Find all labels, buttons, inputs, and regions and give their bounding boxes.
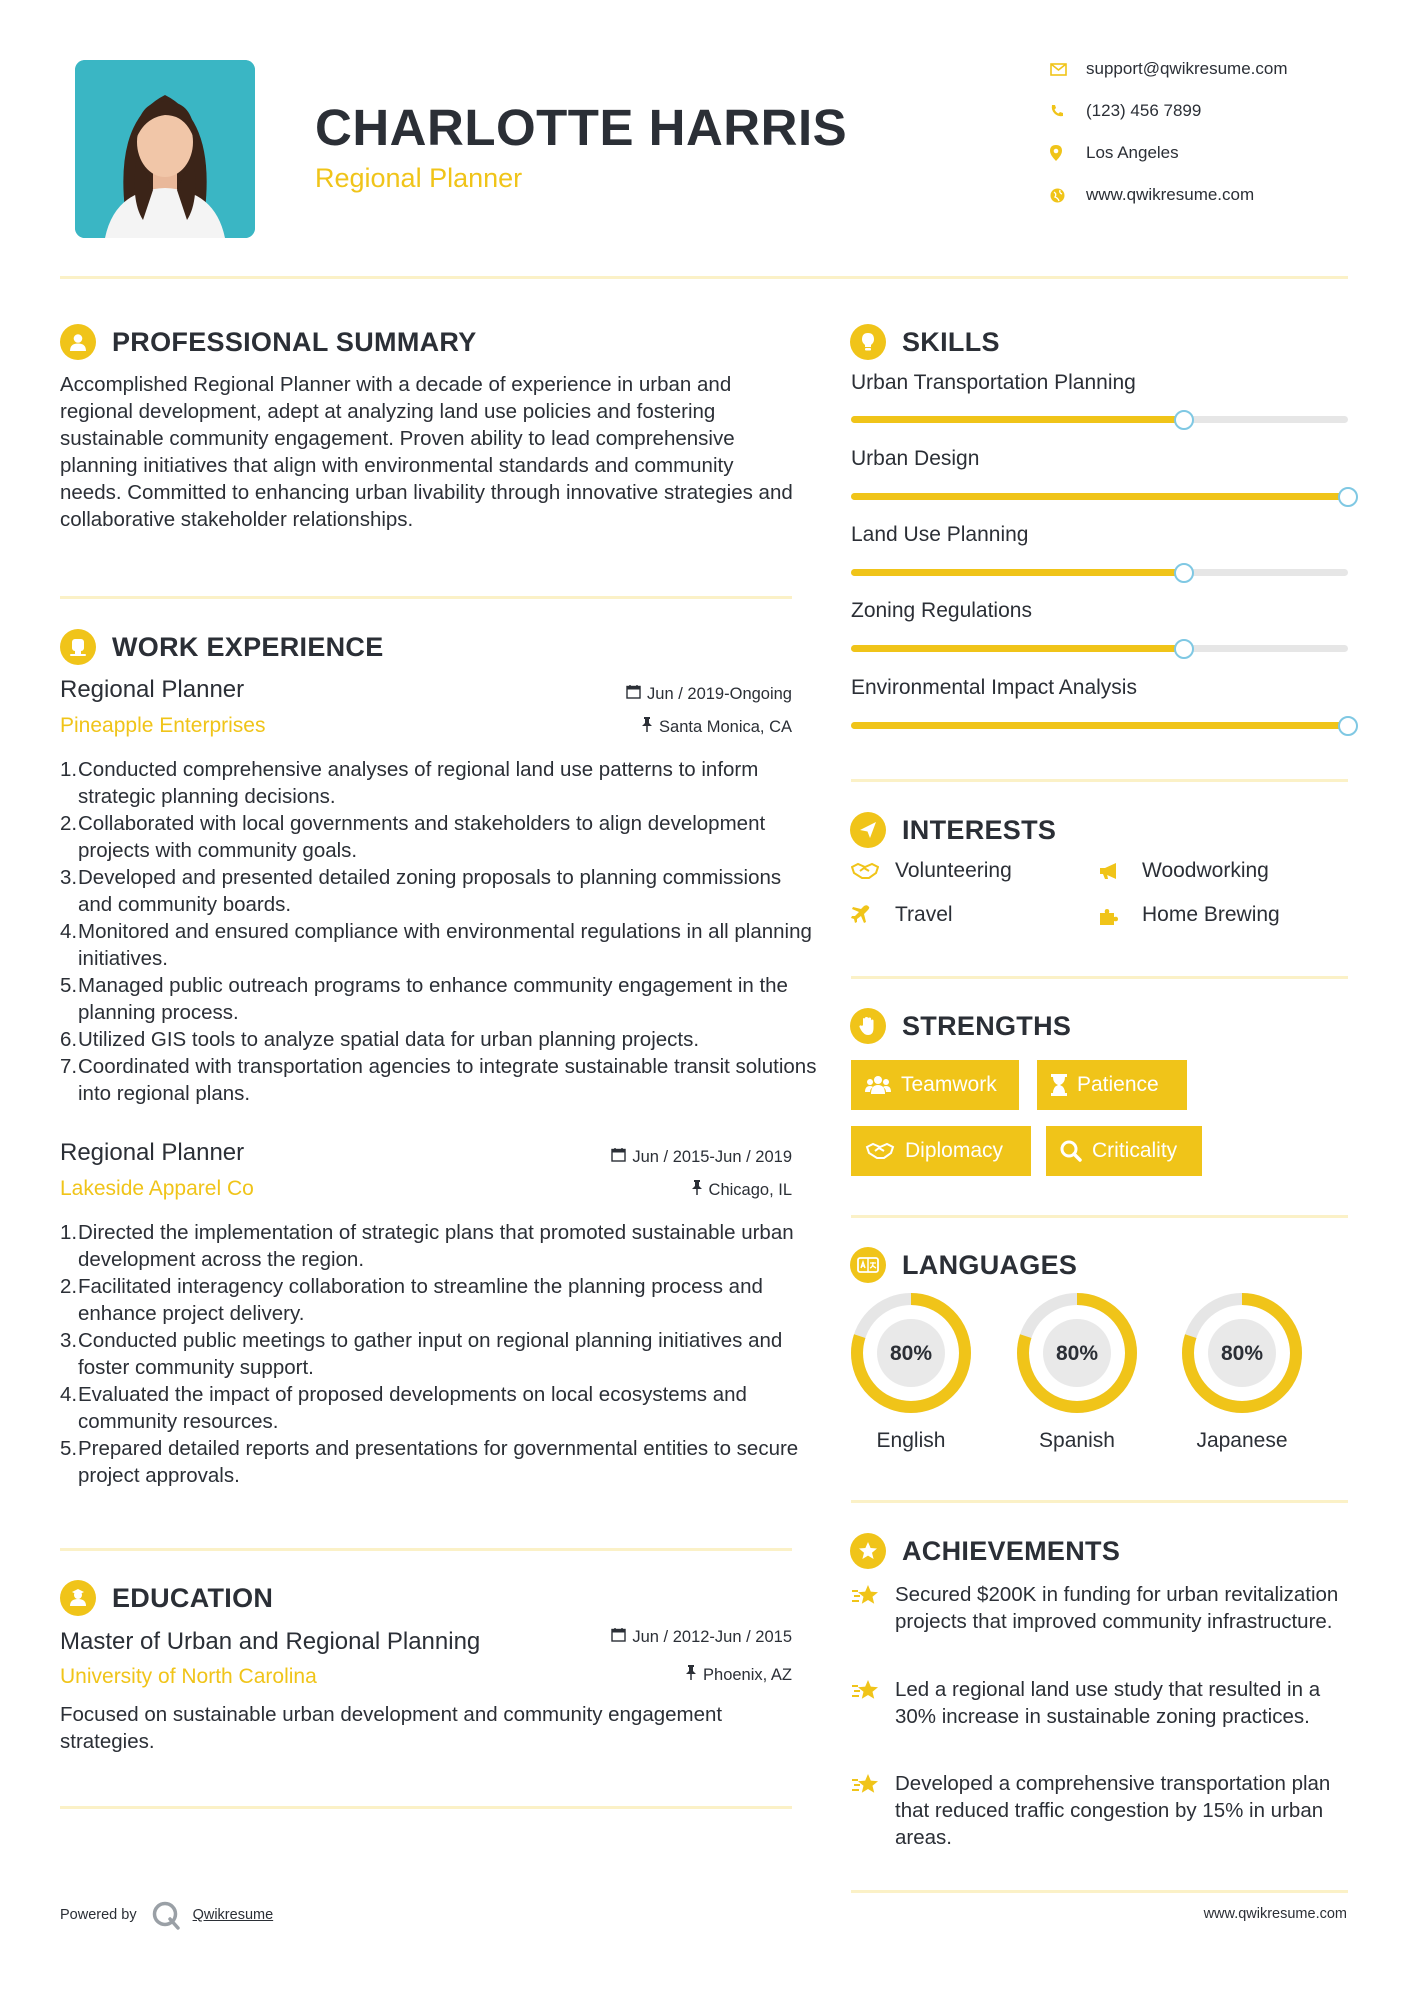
star-icon [851,1676,895,1730]
pushpin-icon [641,717,653,737]
languages-heading [850,1247,1077,1283]
interest-label: Home Brewing [1142,903,1280,926]
strength-label: Diplomacy [905,1139,1004,1162]
list-item: Prepared detailed reports and presentations for governmental entities to secure project approvals. [78,1437,799,1487]
portrait-illustration [75,60,255,238]
summary-heading [60,324,477,360]
summary-divider [60,596,792,599]
strength-badge [1046,1126,1202,1176]
calendar-icon [611,1627,626,1647]
list-item: Monitored and ensured compliance with environmental regulations in all planning initiatives. [78,920,812,970]
job-1-location-text: Santa Monica, CA [659,717,792,736]
globe-icon [1050,188,1086,203]
star-icon [851,1581,895,1635]
interests-heading [850,812,1056,848]
skill-bar-handle [1338,487,1358,507]
contact-phone[interactable] [1050,96,1201,126]
skills-divider [851,779,1348,782]
achievement-item [851,1581,1348,1635]
pushpin-icon [691,1180,703,1200]
achievement-text: Led a regional land use study that resulted in a 30% increase in sustainable zoning practices. [895,1678,1321,1728]
skill-name: Environmental Impact Analysis [851,676,1137,699]
phone-icon [1050,104,1086,118]
interest-item [1098,903,1280,927]
calendar-icon [626,684,641,704]
graduation-icon [60,1580,96,1616]
contact-phone-text: (123) 456 7899 [1086,101,1202,120]
list-item: Conducted public meetings to gather input on regional planning initiatives and foster community support. [78,1329,783,1379]
handshake-icon [851,862,895,880]
hourglass-icon [1051,1074,1067,1096]
qwikresume-link[interactable]: Qwikresume [192,1907,274,1923]
skills-title: SKILLS [902,326,1000,357]
achievement-item [851,1676,1348,1730]
skill-bar-fill [851,416,1184,423]
contact-email-text: support@qwikresume.com [1086,59,1288,78]
map-pin-icon [1050,145,1086,161]
skill-name: Land Use Planning [851,523,1029,546]
profile-photo [75,60,255,238]
contact-location [1050,138,1179,168]
job-1-company: Pineapple Enterprises [60,714,266,737]
envelope-icon [1050,63,1086,76]
education-title: EDUCATION [112,1582,274,1613]
contact-website-text: www.qwikresume.com [1086,185,1255,204]
language-donut-chart [1015,1291,1139,1415]
work-title: WORK EXPERIENCE [112,631,384,662]
strength-badge [851,1126,1031,1176]
job-1-date [500,684,792,704]
education-divider [60,1806,792,1809]
skill-name: Urban Transportation Planning [851,371,1136,394]
summary-title: PROFESSIONAL SUMMARY [112,326,477,357]
job-2-date-text: Jun / 2015-Jun / 2019 [632,1147,792,1166]
candidate-name: CHARLOTTE HARRIS [315,99,848,156]
achievement-text: Secured $200K in funding for urban revitalization projects that improved community infrastructure. [895,1583,1339,1633]
star-icon [850,1533,886,1569]
list-item: Managed public outreach programs to enhance community engagement in the planning process. [78,974,788,1024]
achievement-item [851,1770,1348,1851]
pushpin-icon [685,1665,697,1685]
lightbulb-icon [850,324,886,360]
plane-icon [851,905,895,925]
skill-bar-fill [851,569,1184,576]
education-degree: Master of Urban and Regional Planning [60,1628,481,1655]
list-item: Collaborated with local governments and stakeholders to align development projects with community goals. [78,812,766,862]
puzzle-icon [1098,905,1142,925]
languages-title: LANGUAGES [902,1249,1078,1280]
education-location-text: Phoenix, AZ [703,1665,792,1684]
skill-name: Urban Design [851,447,980,470]
handshake-icon [865,1142,895,1160]
language-donut [1015,1291,1139,1420]
language-donut-chart [1180,1291,1304,1415]
briefcase-icon [60,629,96,665]
job-2-company: Lakeside Apparel Co [60,1177,254,1200]
interest-item [1098,859,1269,883]
job-2-title: Regional Planner [60,1139,245,1166]
job-2-duties [60,1219,818,1489]
search-icon [1060,1140,1082,1162]
calendar-icon [611,1147,626,1167]
language-name: English [876,1429,946,1452]
header-divider [60,276,1348,279]
donut-label: 80% [1220,1342,1264,1365]
interest-label: Travel [895,903,953,926]
strengths-heading [850,1008,1071,1044]
interests-title: INTERESTS [902,814,1057,845]
job-1-location [500,717,792,737]
hand-icon [850,1008,886,1044]
job-2-location [500,1180,792,1200]
job-1-date-text: Jun / 2019-Ongoing [647,684,792,703]
skill-bar [851,416,1348,423]
work-heading [60,629,384,665]
job-2-location-text: Chicago, IL [708,1180,792,1199]
powered-by-text: Powered by [60,1907,137,1923]
language-name: Japanese [1196,1429,1288,1452]
star-icon [851,1770,895,1851]
interest-item [851,903,953,927]
strength-label: Patience [1077,1073,1159,1096]
strength-label: Teamwork [901,1073,997,1096]
donut-label: 80% [1055,1342,1099,1365]
job-2-date [500,1147,792,1167]
education-date [500,1627,792,1647]
skill-bar-fill [851,722,1348,729]
skill-bar-handle [1174,563,1194,583]
skill-bar [851,645,1348,652]
users-icon [865,1075,891,1095]
languages-divider [851,1500,1348,1503]
skill-bar-handle [1338,716,1358,736]
list-item: Directed the implementation of strategic plans that promoted sustainable urban development across the region. [78,1221,794,1271]
achievement-text: Developed a comprehensive transportation plan that reduced traffic congestion by 15% in urban areas. [895,1772,1331,1849]
footer-powered-by [60,1900,273,1930]
language-donut [849,1291,973,1420]
list-item: Conducted comprehensive analyses of regional land use patterns to inform strategic planning decisions. [78,758,759,808]
interests-divider [851,976,1348,979]
skill-bar-handle [1174,639,1194,659]
skill-bar [851,569,1348,576]
skill-name: Zoning Regulations [851,599,1032,622]
job-1-title: Regional Planner [60,676,245,703]
user-icon [60,324,96,360]
language-donut-chart [849,1291,973,1415]
list-item: Utilized GIS tools to analyze spatial data for urban planning projects. [78,1028,700,1051]
skill-bar [851,493,1348,500]
achievements-title: ACHIEVEMENTS [902,1535,1121,1566]
skill-bar [851,722,1348,729]
strength-badge [851,1060,1019,1110]
language-donut [1180,1291,1304,1420]
achievements-divider [851,1890,1348,1893]
megaphone-icon [1098,862,1142,880]
list-item: Evaluated the impact of proposed developments on local ecosystems and community resources. [78,1383,747,1433]
qwikresume-logo-icon [151,1900,181,1930]
education-location [500,1665,792,1685]
skills-heading [850,324,1000,360]
education-heading [60,1580,273,1616]
education-school: University of North Carolina [60,1665,317,1688]
interest-item [851,859,1012,883]
paper-plane-icon [850,812,886,848]
strength-badge [1037,1060,1187,1110]
contact-email[interactable] [1050,54,1288,84]
work-divider [60,1548,792,1551]
strengths-title: STRENGTHS [902,1010,1072,1041]
language-icon [850,1247,886,1283]
interest-label: Volunteering [895,859,1012,882]
job-1-duties [60,756,818,1107]
strength-label: Criticality [1092,1139,1178,1162]
interest-label: Woodworking [1142,859,1269,882]
education-text: Focused on sustainable urban development and community engagement strategies. [60,1703,723,1753]
education-date-text: Jun / 2012-Jun / 2015 [632,1627,792,1646]
skill-bar-handle [1174,410,1194,430]
achievements-heading [850,1533,1120,1569]
list-item: Facilitated interagency collaboration to streamline the planning process and enhance project delivery. [78,1275,763,1325]
list-item: Coordinated with transportation agencies to integrate sustainable transit solutions into regional plans. [78,1055,817,1105]
contact-website[interactable] [1050,180,1254,210]
summary-text: Accomplished Regional Planner with a decade of experience in urban and regional development, adept at analyzing land use policies and fostering sustainable community engagement. Proven ability to lead comprehensive planning initiatives that align with environmental standards and community needs. Committed to enhancing urban livability through innovative strategies and collaborative stakeholder relationships. [60,373,793,531]
language-name: Spanish [1039,1429,1115,1452]
donut-label: 80% [889,1342,933,1365]
strengths-divider [851,1215,1348,1218]
footer-url[interactable]: www.qwikresume.com [1203,1906,1347,1922]
skill-bar-fill [851,493,1348,500]
candidate-role: Regional Planner [315,163,523,193]
list-item: Developed and presented detailed zoning proposals to planning commissions and community boards. [78,866,782,916]
contact-location-text: Los Angeles [1086,143,1179,162]
skill-bar-fill [851,645,1184,652]
